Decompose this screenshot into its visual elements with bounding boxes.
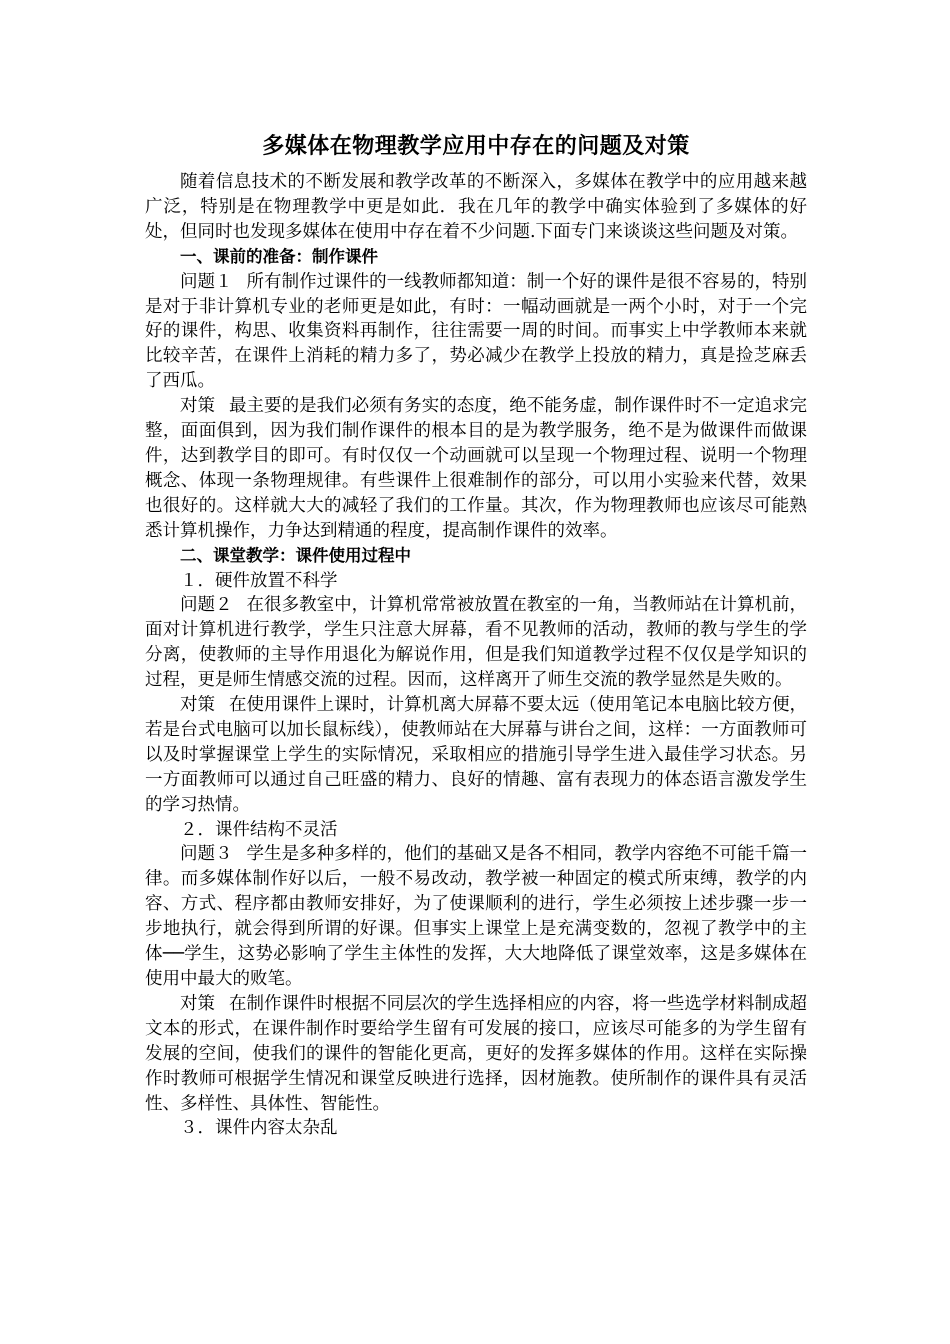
solution-2-text: 在使用课件上课时，计算机离大屏幕不要太远（使用笔记本电脑比较方便，若是台式电脑可以加长鼠标线），使教师站在大屏幕与讲台之间，这样：一方面教师可以及时掌握课堂上学生的实际情况，采取相应的措施引导学生进入最佳学习状态。另一方面教师可以通过自己旺盛的精力、良好的情趣、富有表现力的体态语言激发学生的学习热情。 bbox=[145, 695, 807, 815]
problem-2-text: 在很多教室中，计算机常常被放置在教室的一角，当教师站在计算机前，面对计算机进行教学，学生只注意大屏幕，看不见教师的活动，教师的教与学生的学分离，使教师的主导作用退化为解说作用，但是我们知道教学过程不仅仅是学知识的过程，更是师生情感交流的过程。因而，这样离开了师生交流的教学显然是失败的。 bbox=[145, 595, 808, 691]
solution-3-text: 在制作课件时根据不同层次的学生选择相应的内容，将一些选学材料制成超文本的形式，在课件制作时要给学生留有可发展的接口，应该尽可能多的为学生留有发展的空间，使我们的课件的智能化更高，更好的发挥多媒体的作用。这样在实际操作时教师可根据学生情况和课堂反映进行选择，因材施教。使所制作的课件具有灵活性、多样性、具体性、智能性。 bbox=[145, 993, 807, 1114]
subsection-2-heading: ２．课件结构不灵活 bbox=[180, 819, 338, 840]
section-1-heading: 一、课前的准备：制作课件 bbox=[180, 246, 378, 266]
problem-1-paragraph bbox=[145, 270, 807, 395]
problem-1-label: 问题１ bbox=[180, 271, 233, 292]
document-page bbox=[145, 132, 807, 1141]
problem-3-label: 问题３ bbox=[180, 844, 233, 865]
solution-3-paragraph bbox=[145, 992, 807, 1117]
problem-2-label: 问题２ bbox=[180, 595, 233, 616]
problem-3-paragraph bbox=[145, 842, 807, 991]
problem-2-paragraph bbox=[145, 593, 807, 693]
solution-1-paragraph bbox=[145, 394, 807, 543]
subsection-3-heading: ３．课件内容太杂乱 bbox=[180, 1118, 338, 1139]
solution-2-paragraph bbox=[145, 693, 807, 818]
problem-3-text: 学生是多种多样的，他们的基础又是各不相同，教学内容绝不可能千篇一律。而多媒体制作好以后，一般不易改动，教学被一种固定的模式所束缚，教学的内容、方式、程序都由教师安排好，为了使课顺利的进行，学生必须按上述步骤一步一步地执行，就会得到所谓的好课。但事实上课堂上是充满变数的，忽视了教学中的主体──学生，这势必影响了学生主体性的发挥，大大地降低了课堂效率，这是多媒体在使用中最大的败笔。 bbox=[145, 844, 808, 989]
section-2-heading: 二、课堂教学：课件使用过程中 bbox=[180, 545, 411, 565]
solution-2-label: 对策 bbox=[180, 695, 216, 716]
subsection-1-heading: １．硬件放置不科学 bbox=[180, 570, 338, 591]
problem-1-text: 所有制作过课件的一线教师都知道：制一个好的课件是很不容易的，特别是对于非计算机专业的老师更是如此，有时：一幅动画就是一两个小时，对于一个完好的课件，构思、收集资料再制作，往往需要一周的时间。而事实上中学教师本来就比较辛苦，在课件上消耗的精力多了，势必减少在教学上投放的精力，真是捡芝麻丢了西瓜。 bbox=[145, 271, 808, 392]
document-title: 多媒体在物理教学应用中存在的问题及对策 bbox=[262, 134, 690, 159]
solution-3-label: 对策 bbox=[180, 993, 216, 1014]
intro-paragraph: 随着信息技术的不断发展和教学改革的不断深入，多媒体在教学中的应用越来越广泛，特别是在物理教学中更是如此．我在几年的教学中确实体验到了多媒体的好处，但同时也发现多媒体在使用中存在着不少问题.下面专门来谈谈这些问题及对策。 bbox=[145, 172, 807, 242]
solution-1-text: 最主要的是我们必须有务实的态度，绝不能务虚，制作课件时不一定追求完整，面面俱到，因为我们制作课件的根本目的是为教学服务，绝不是为做课件而做课件，达到教学目的即可。有时仅仅一个动画就可以呈现一个物理过程、说明一个物理概念、体现一条物理规律。有些课件上很难制作的部分，可以用小实验来代替，效果也很好的。这样就大大的减轻了我们的工作量。其次，作为物理教师也应该尽可能熟悉计算机操作，力争达到精通的程度，提高制作课件的效率。 bbox=[145, 396, 807, 541]
solution-1-label: 对策 bbox=[180, 396, 216, 417]
